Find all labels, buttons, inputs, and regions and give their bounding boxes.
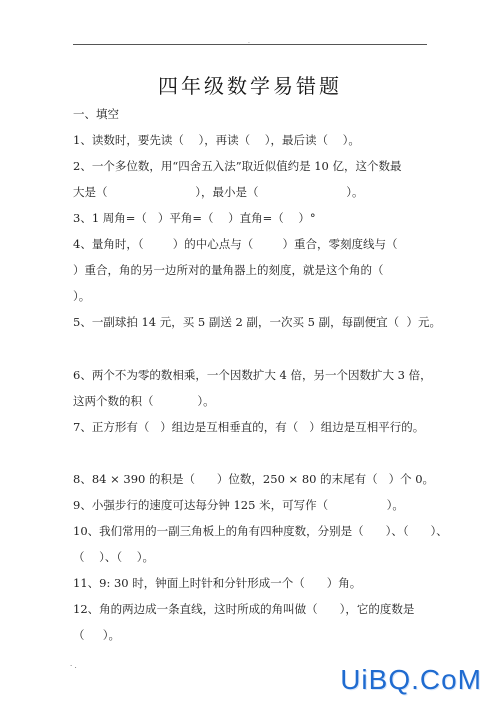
question-3: 3、1 周角=（ ）平角=（ ）直角=（ ）° (73, 211, 316, 225)
question-6-line-1: 6、两个不为零的数相乘，一个因数扩大 4 倍，另一个因数扩大 3 倍， (73, 368, 432, 382)
question-2-line-1: 2、一个多位数，用“四舍五入法”取近似值约是 10 亿，这个数最 (73, 159, 402, 173)
site-watermark: UiBQ.CoM (340, 664, 482, 695)
question-12-line-2: （ ）。 (73, 628, 121, 642)
question-10-line-2: （ ）、（ ）。 (73, 550, 154, 564)
question-4-line-2: ）重合，角的另一边所对的量角器上的刻度，就是这个角的（ (73, 263, 384, 277)
page-title: 四年级数学易错题 (158, 74, 342, 98)
question-12-line-1: 12、角的两边成一条直线，这时所成的角叫做（ ），它的度数是 (73, 602, 415, 616)
question-8: 8、84 × 390 的积是（ ）位数，250 × 80 的末尾有（ ）个 0。 (73, 472, 435, 486)
footer-mark: · . (70, 662, 77, 670)
question-7: 7、正方形有（ ）组边是互相垂直的，有（ ）组边是互相平行的。 (73, 420, 425, 434)
question-10-line-1: 10、我们常用的一副三角板上的角有四种度数，分别是（ ）、（ ）、 (73, 524, 448, 538)
question-2-line-2: 大是（ ），最小是（ ）。 (73, 185, 364, 199)
section-heading: 一、填空 (73, 107, 119, 121)
question-5: 5、一副球拍 14 元，买 5 副送 2 副，一次买 5 副，每副便宜（ ）元。 (73, 315, 441, 329)
question-4-line-1: 4、量角时，（ ）的中心点与（ ）重合，零刻度线与（ (73, 237, 398, 251)
question-6-line-2: 这两个数的积（ ）。 (73, 394, 215, 408)
question-1: 1、读数时，要先读（ ），再读（ ），最后读（ ）。 (73, 133, 360, 147)
question-11: 11、9: 30 时，钟面上时针和分针形成一个（ ）角。 (73, 576, 362, 590)
question-9: 9、小强步行的速度可达每分钟 125 米，可写作（ ）。 (73, 498, 404, 512)
header-dot: . (248, 38, 250, 45)
header-rule (73, 44, 427, 45)
question-4-line-3: ）。 (73, 289, 91, 303)
